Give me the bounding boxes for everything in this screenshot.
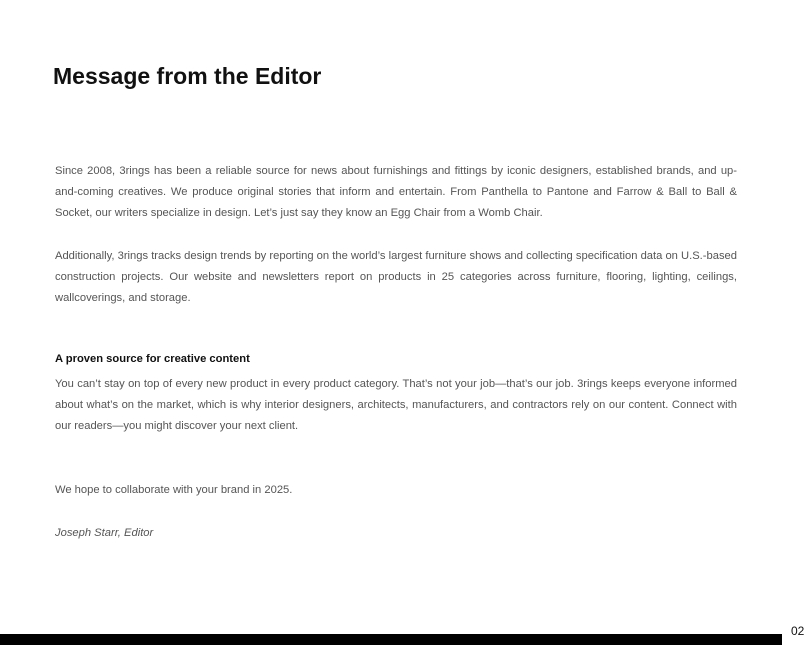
section-subheading: A proven source for creative content xyxy=(55,353,250,365)
editor-signature: Joseph Starr, Editor xyxy=(55,527,154,539)
section-paragraph: You can’t stay on top of every new product in every product category. That’s not your job—that’s our job. 3rings keeps everyone informed about what’s on the market, which is why interior designers, architects, manufacturers, and contractors rely on our content. Connect with our readers—you might discover your next client. xyxy=(55,378,737,432)
footer-bar xyxy=(0,634,782,645)
intro-paragraph: Since 2008, 3rings has been a reliable source for news about furnishings and fittings by iconic designers, established brands, and up-and-coming creatives. We produce original stories that inform and entertain. From Panthella to Pantone and Farrow & Ball to Ball & Socket, our writers specialize in design. Let’s just say they know an Egg Chair from a Womb Chair. xyxy=(55,165,737,219)
closing-line: We hope to collaborate with your brand in 2025. xyxy=(55,484,293,496)
page-title: Message from the Editor xyxy=(53,63,322,89)
tracking-paragraph: Additionally, 3rings tracks design trends by reporting on the world’s largest furniture shows and collecting specification data on U.S.-based construction projects. Our website and newsletters report on products in 25 categories across furniture, flooring, lighting, ceilings, wallcoverings, and storage. xyxy=(55,250,737,304)
page-number: 02 xyxy=(791,624,805,638)
